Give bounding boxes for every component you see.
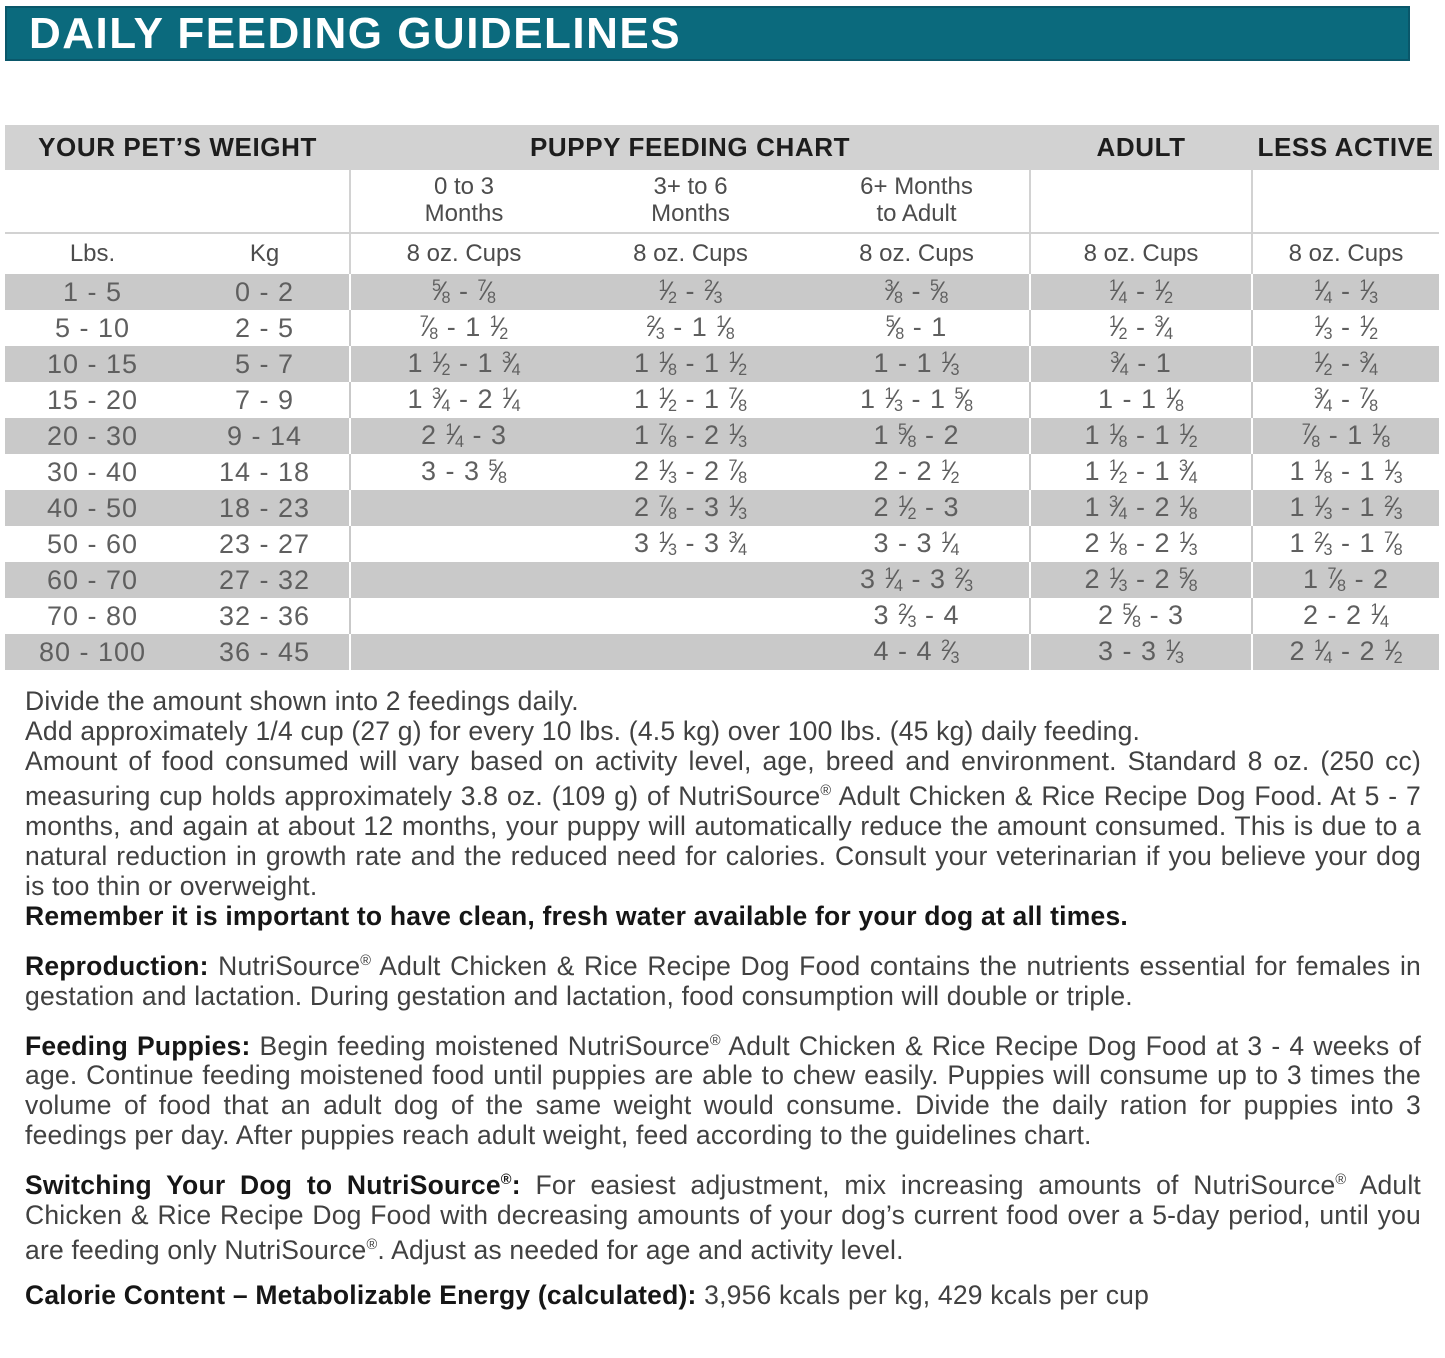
cell-p3_6: $^2⁄_3 - 1$ $^1⁄_8$ xyxy=(577,310,804,346)
cell-adult: $^1⁄_2$ - $^3⁄_4$ xyxy=(1030,310,1252,346)
cell-less_active: 2 - 2 $^1⁄_4$ xyxy=(1252,598,1439,634)
cell-lbs: 20 - 30 xyxy=(5,418,180,454)
unit-lbs: Lbs. xyxy=(5,233,180,274)
cell-adult: 2 $^1⁄_8 - 2$ $^1⁄_3$ xyxy=(1030,526,1252,562)
cell-adult: 3 - 3 $^1⁄_3$ xyxy=(1030,634,1252,670)
cell-less_active: $^1⁄_3$ - $^1⁄_2$ xyxy=(1252,310,1439,346)
cell-p6_adult: 3 $^2⁄_3 - 4$ xyxy=(804,598,1030,634)
cell-p6_adult: 1 $^5⁄_8 - 2$ xyxy=(804,418,1030,454)
table-group-header-row xyxy=(5,125,1439,170)
table-row xyxy=(5,346,1439,382)
cell-p0_3 xyxy=(350,598,577,634)
cell-p3_6: 1 $^1⁄_2 - 1$ $^7⁄_8$ xyxy=(577,382,804,418)
cell-adult: 1 $^1⁄_8 - 1$ $^1⁄_2$ xyxy=(1030,418,1252,454)
note-paragraph: Amount of food consumed will vary based on activity level, age, breed and environment. Standard 8 oz. (250 cc) measuring cup holds approximately 3.8 oz. (109 g) of NutriSource® Adult Chicken & Rice Recipe Dog Food. At 5 - 7 months, and again at about 12 months, your puppy will automatically reduce the amount consumed. This is due to a natural reduction in growth rate and the reduced need for calories. Consult your veterinarian if you believe your dog is too thin or overweight. xyxy=(25,746,1421,901)
cell-p6_adult: 3 - 3 $^1⁄_4$ xyxy=(804,526,1030,562)
cell-p6_adult: $^5⁄_8 - 1$ xyxy=(804,310,1030,346)
cell-p3_6: 1 $^7⁄_8 - 2$ $^1⁄_3$ xyxy=(577,418,804,454)
cell-adult: 1 - 1 $^1⁄_8$ xyxy=(1030,382,1252,418)
table-row xyxy=(5,418,1439,454)
cell-p0_3 xyxy=(350,526,577,562)
cell-adult: 2 $^1⁄_3 - 2$ $^5⁄_8$ xyxy=(1030,562,1252,598)
unit-cups-0-3: 8 oz. Cups xyxy=(350,233,577,274)
header-puppy-feeding-chart: PUPPY FEEDING CHART xyxy=(350,125,1030,170)
cell-p0_3: $^5⁄_8$ - $^7⁄_8$ xyxy=(350,274,577,310)
unit-kg: Kg xyxy=(180,233,350,274)
note-lead: Calorie Content – Metabolizable Energy (calculated): xyxy=(25,1280,697,1311)
cell-lbs: 1 - 5 xyxy=(5,274,180,310)
cell-p3_6: 2 $^1⁄_3 - 2$ $^7⁄_8$ xyxy=(577,454,804,490)
cell-kg: 14 - 18 xyxy=(180,454,350,490)
cell-adult: $^3⁄_4 - 1$ xyxy=(1030,346,1252,382)
cell-p0_3: 3 - 3 $^5⁄_8$ xyxy=(350,454,577,490)
cell-adult: 2 $^5⁄_8 - 3$ xyxy=(1030,598,1252,634)
note-lead: Feeding Puppies: xyxy=(25,1030,251,1061)
note-paragraph: Reproduction: NutriSource® Adult Chicken & Rice Recipe Dog Food contains the nutrients essential for females in gestation and lactation. During gestation and lactation, food consumption will double or triple. xyxy=(25,950,1421,1011)
page-title: DAILY FEEDING GUIDELINES xyxy=(29,8,682,58)
header-your-pets-weight: YOUR PET’S WEIGHT xyxy=(5,125,350,170)
cell-p3_6: $^1⁄_2$ - $^2⁄_3$ xyxy=(577,274,804,310)
feeding-table-body xyxy=(5,274,1439,670)
cell-kg: 36 - 45 xyxy=(180,634,350,670)
cell-lbs: 60 - 70 xyxy=(5,562,180,598)
cell-adult: 1 $^3⁄_4 - 2$ $^1⁄_8$ xyxy=(1030,490,1252,526)
cell-less_active: $^3⁄_4$ - $^7⁄_8$ xyxy=(1252,382,1439,418)
cell-less_active: $^7⁄_8 - 1$ $^1⁄_8$ xyxy=(1252,418,1439,454)
cell-p6_adult: 1 $^1⁄_3 - 1$ $^5⁄_8$ xyxy=(804,382,1030,418)
cell-p3_6: 2 $^7⁄_8 - 3$ $^1⁄_3$ xyxy=(577,490,804,526)
cell-p6_adult: 1 - 1 $^1⁄_3$ xyxy=(804,346,1030,382)
cell-p6_adult: 2 $^1⁄_2 - 3$ xyxy=(804,490,1030,526)
cell-p0_3: 2 $^1⁄_4 - 3$ xyxy=(350,418,577,454)
cell-p3_6 xyxy=(577,634,804,670)
cell-lbs: 30 - 40 xyxy=(5,454,180,490)
cell-p3_6: 3 $^1⁄_3 - 3$ $^3⁄_4$ xyxy=(577,526,804,562)
cell-p0_3 xyxy=(350,634,577,670)
cell-kg: 5 - 7 xyxy=(180,346,350,382)
table-age-header-row xyxy=(5,170,1439,233)
age-header-adult-spacer xyxy=(1030,170,1252,233)
cell-p0_3: 1 $^1⁄_2 - 1$ $^3⁄_4$ xyxy=(350,346,577,382)
note-paragraph: Switching Your Dog to NutriSource®: For easiest adjustment, mix increasing amounts of NutriSource® Adult Chicken & Rice Recipe Dog Food with decreasing amounts of your dog’s current food over a 5-day period, until you are feeding only NutriSource®. Adjust as needed for age and activity level. xyxy=(25,1170,1421,1266)
age-header-6-months-adult: 6+ Months to Adult xyxy=(804,170,1030,233)
header-adult: ADULT xyxy=(1030,125,1252,170)
cell-kg: 0 - 2 xyxy=(180,274,350,310)
cell-p6_adult: 2 - 2 $^1⁄_2$ xyxy=(804,454,1030,490)
cell-lbs: 70 - 80 xyxy=(5,598,180,634)
cell-p6_adult: 3 $^1⁄_4 - 3$ $^2⁄_3$ xyxy=(804,562,1030,598)
unit-cups-3-6: 8 oz. Cups xyxy=(577,233,804,274)
table-row xyxy=(5,454,1439,490)
cell-adult: $^1⁄_4$ - $^1⁄_2$ xyxy=(1030,274,1252,310)
title-banner xyxy=(5,6,1410,61)
cell-adult: 1 $^1⁄_2 - 1$ $^3⁄_4$ xyxy=(1030,454,1252,490)
table-row xyxy=(5,274,1439,310)
table-units-row xyxy=(5,233,1439,274)
cell-kg: 7 - 9 xyxy=(180,382,350,418)
note-paragraph: Feeding Puppies: Begin feeding moistened NutriSource® Adult Chicken & Rice Recipe Dog Food at 3 - 4 weeks of age. Continue feeding moistened food until puppies are able to chew easily. Puppies will consume up to 3 times the volume of food that an adult dog of the same weight would consume. Divide the daily ration for puppies into 3 feedings per day. After puppies reach adult weight, feed according to the guidelines chart. xyxy=(25,1030,1422,1151)
note-paragraph: Remember it is important to have clean, fresh water available for your dog at all times. xyxy=(25,900,1128,931)
cell-kg: 2 - 5 xyxy=(180,310,350,346)
cell-kg: 9 - 14 xyxy=(180,418,350,454)
header-less-active: LESS ACTIVE xyxy=(1252,125,1439,170)
note-lead: Reproduction: xyxy=(25,950,209,981)
cell-p3_6 xyxy=(577,562,804,598)
cell-kg: 27 - 32 xyxy=(180,562,350,598)
table-row xyxy=(5,634,1439,670)
cell-lbs: 80 - 100 xyxy=(5,634,180,670)
unit-cups-less-active: 8 oz. Cups xyxy=(1252,233,1439,274)
cell-less_active: $^1⁄_4$ - $^1⁄_3$ xyxy=(1252,274,1439,310)
table-row xyxy=(5,526,1439,562)
cell-kg: 18 - 23 xyxy=(180,490,350,526)
note-paragraph: Calorie Content – Metabolizable Energy (calculated): 3,956 kcals per kg, 429 kcals per cup xyxy=(25,1280,1150,1311)
age-header-0-3-months: 0 to 3 Months xyxy=(350,170,577,233)
cell-p6_adult: 4 - 4 $^2⁄_3$ xyxy=(804,634,1030,670)
cell-less_active: 2 $^1⁄_4 - 2$ $^1⁄_2$ xyxy=(1252,634,1439,670)
cell-lbs: 15 - 20 xyxy=(5,382,180,418)
note-paragraph: Divide the amount shown into 2 feedings daily. xyxy=(25,686,579,716)
cell-p3_6: 1 $^1⁄_8 - 1$ $^1⁄_2$ xyxy=(577,346,804,382)
cell-kg: 23 - 27 xyxy=(180,526,350,562)
cell-p6_adult: $^3⁄_8$ - $^5⁄_8$ xyxy=(804,274,1030,310)
table-row xyxy=(5,598,1439,634)
cell-p0_3 xyxy=(350,490,577,526)
cell-p0_3: 1 $^3⁄_4 - 2$ $^1⁄_4$ xyxy=(350,382,577,418)
cell-less_active: 1 $^2⁄_3 - 1$ $^7⁄_8$ xyxy=(1252,526,1439,562)
age-header-spacer xyxy=(5,170,350,233)
note-paragraph: Add approximately 1/4 cup (27 g) for every 10 lbs. (4.5 kg) over 100 lbs. (45 kg) daily feeding. xyxy=(25,716,1141,746)
cell-p0_3 xyxy=(350,562,577,598)
unit-cups-adult: 8 oz. Cups xyxy=(1030,233,1252,274)
table-row xyxy=(5,490,1439,526)
cell-less_active: 1 $^7⁄_8 - 2$ xyxy=(1252,562,1439,598)
feeding-guidelines-table xyxy=(5,125,1439,670)
cell-less_active: 1 $^1⁄_8 - 1$ $^1⁄_3$ xyxy=(1252,454,1439,490)
cell-lbs: 10 - 15 xyxy=(5,346,180,382)
feeding-notes xyxy=(25,686,1421,1310)
cell-lbs: 5 - 10 xyxy=(5,310,180,346)
unit-cups-6-adult: 8 oz. Cups xyxy=(804,233,1030,274)
cell-less_active: $^1⁄_2$ - $^3⁄_4$ xyxy=(1252,346,1439,382)
age-header-3-6-months: 3+ to 6 Months xyxy=(577,170,804,233)
note-lead: Switching Your Dog to NutriSource®: xyxy=(25,1170,521,1201)
cell-p0_3: $^7⁄_8 - 1$ $^1⁄_2$ xyxy=(350,310,577,346)
cell-lbs: 40 - 50 xyxy=(5,490,180,526)
cell-kg: 32 - 36 xyxy=(180,598,350,634)
age-header-less-active-spacer xyxy=(1252,170,1439,233)
table-row xyxy=(5,562,1439,598)
cell-p3_6 xyxy=(577,598,804,634)
cell-lbs: 50 - 60 xyxy=(5,526,180,562)
cell-less_active: 1 $^1⁄_3 - 1$ $^2⁄_3$ xyxy=(1252,490,1439,526)
table-row xyxy=(5,310,1439,346)
table-row xyxy=(5,382,1439,418)
